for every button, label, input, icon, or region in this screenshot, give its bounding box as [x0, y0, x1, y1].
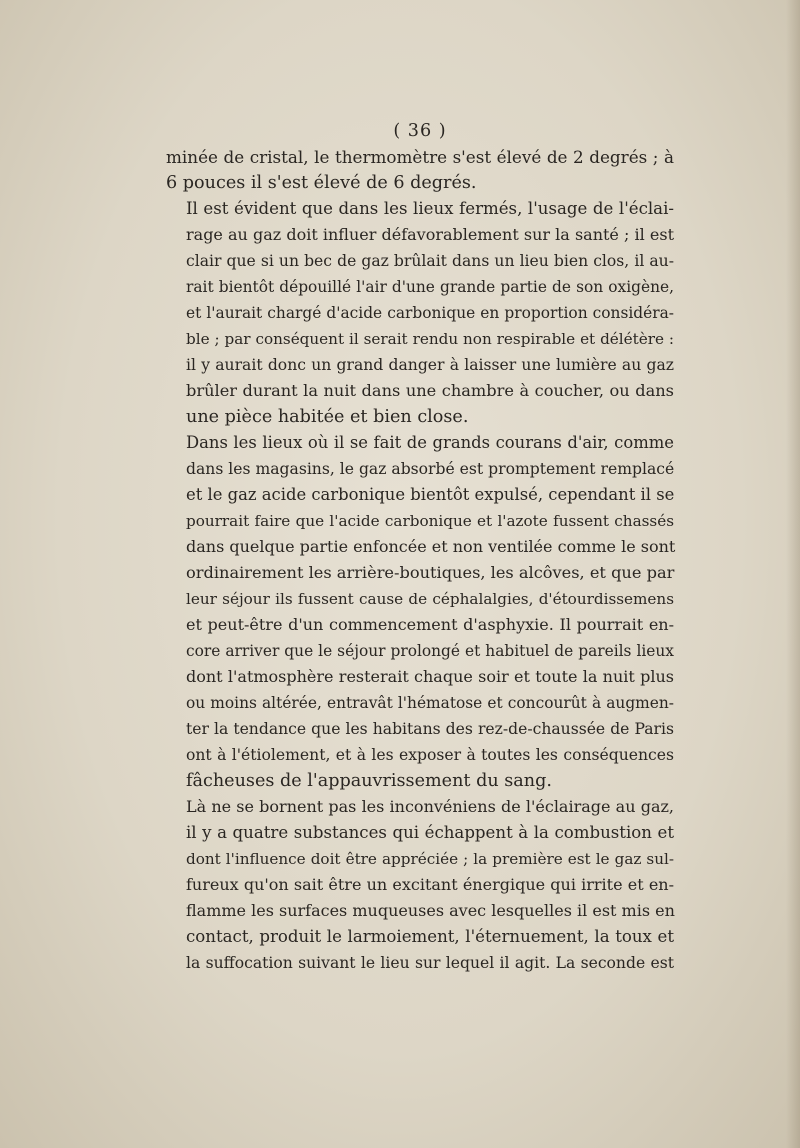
page-number: ( 36 ) [393, 121, 447, 141]
text-line: rage au gaz doit influer défavorablement sur la santé ; il est [186, 225, 674, 244]
paragraph-2 [166, 196, 674, 430]
text-line: brûler durant la nuit dans une chambre à coucher, ou dans [186, 381, 674, 400]
text-line: ou moins altérée, entravât l'hématose et concourût à augmen- [186, 694, 674, 712]
text-line: clair que si un bec de gaz brûlait dans un lieu bien clos, il au- [186, 252, 674, 270]
paragraph-1 [166, 144, 674, 196]
text-line: core arriver que le séjour prolongé et habituel de pareils lieux [186, 642, 674, 660]
text-line: pourrait faire que l'acide carbonique et l'azote fussent chassés [186, 512, 674, 530]
text-line: fureux qu'on sait être un excitant énergique qui irrite et en- [186, 875, 674, 894]
text-line: la suffocation suivant le lieu sur lequel il agit. La seconde est [186, 954, 674, 972]
text-line: ter la tendance que les habitans des rez-de-chaussée de Paris [186, 720, 674, 738]
text-line: dans quelque partie enfoncée et non ventilée comme le sont [186, 537, 676, 556]
text-line: il y aurait donc un grand danger à laisser une lumière au gaz [186, 356, 674, 374]
text-line: minée de cristal, le thermomètre s'est élevé de 2 degrés ; à [166, 147, 674, 167]
paragraph-4 [166, 794, 674, 976]
text-line: dont l'influence doit être appréciée ; la première est le gaz sul- [186, 850, 674, 868]
text-line: dont l'atmosphère resterait chaque soir et toute la nuit plus [186, 667, 674, 686]
text-line: une pièce habitée et bien close. [186, 407, 469, 427]
text-line: flamme les surfaces muqueuses avec lesquelles il est mis en [186, 901, 675, 920]
text-line: rait bientôt dépouillé l'air d'une grande partie de son oxigène, [186, 278, 674, 296]
text-line: 6 pouces il s'est élevé de 6 degrés. [166, 173, 477, 193]
text-line: fâcheuses de l'appauvrissement du sang. [186, 771, 552, 791]
page-edge-shadow [786, 0, 800, 1148]
paragraph-3 [166, 430, 674, 794]
text-line: Là ne se bornent pas les inconvéniens de l'éclairage au gaz, [186, 797, 674, 816]
text-line: et le gaz acide carbonique bientôt expulsé, cependant il se [186, 485, 675, 504]
text-line: contact, produit le larmoiement, l'éternuement, la toux et [186, 927, 674, 946]
text-line: et peut-être d'un commencement d'asphyxie. Il pourrait en- [186, 615, 674, 634]
text-line: Il est évident que dans les lieux fermés, l'usage de l'éclai- [186, 199, 674, 218]
text-line: il y a quatre substances qui échappent à la combustion et [186, 823, 674, 842]
text-line: ordinairement les arrière-boutiques, les alcôves, et que par [186, 563, 675, 582]
page-text-block [166, 118, 674, 976]
text-line: ont à l'étiolement, et à les exposer à toutes les conséquences [186, 746, 674, 764]
text-line: leur séjour ils fussent cause de céphalalgies, d'étourdissemens [186, 590, 674, 608]
text-line: Dans les lieux où il se fait de grands courans d'air, comme [186, 433, 674, 452]
text-line: dans les magasins, le gaz absorbé est promptement remplacé [186, 460, 675, 478]
text-line: ble ; par conséquent il serait rendu non respirable et délétère : [186, 330, 674, 348]
text-line: et l'aurait chargé d'acide carbonique en proportion considéra- [186, 304, 674, 322]
